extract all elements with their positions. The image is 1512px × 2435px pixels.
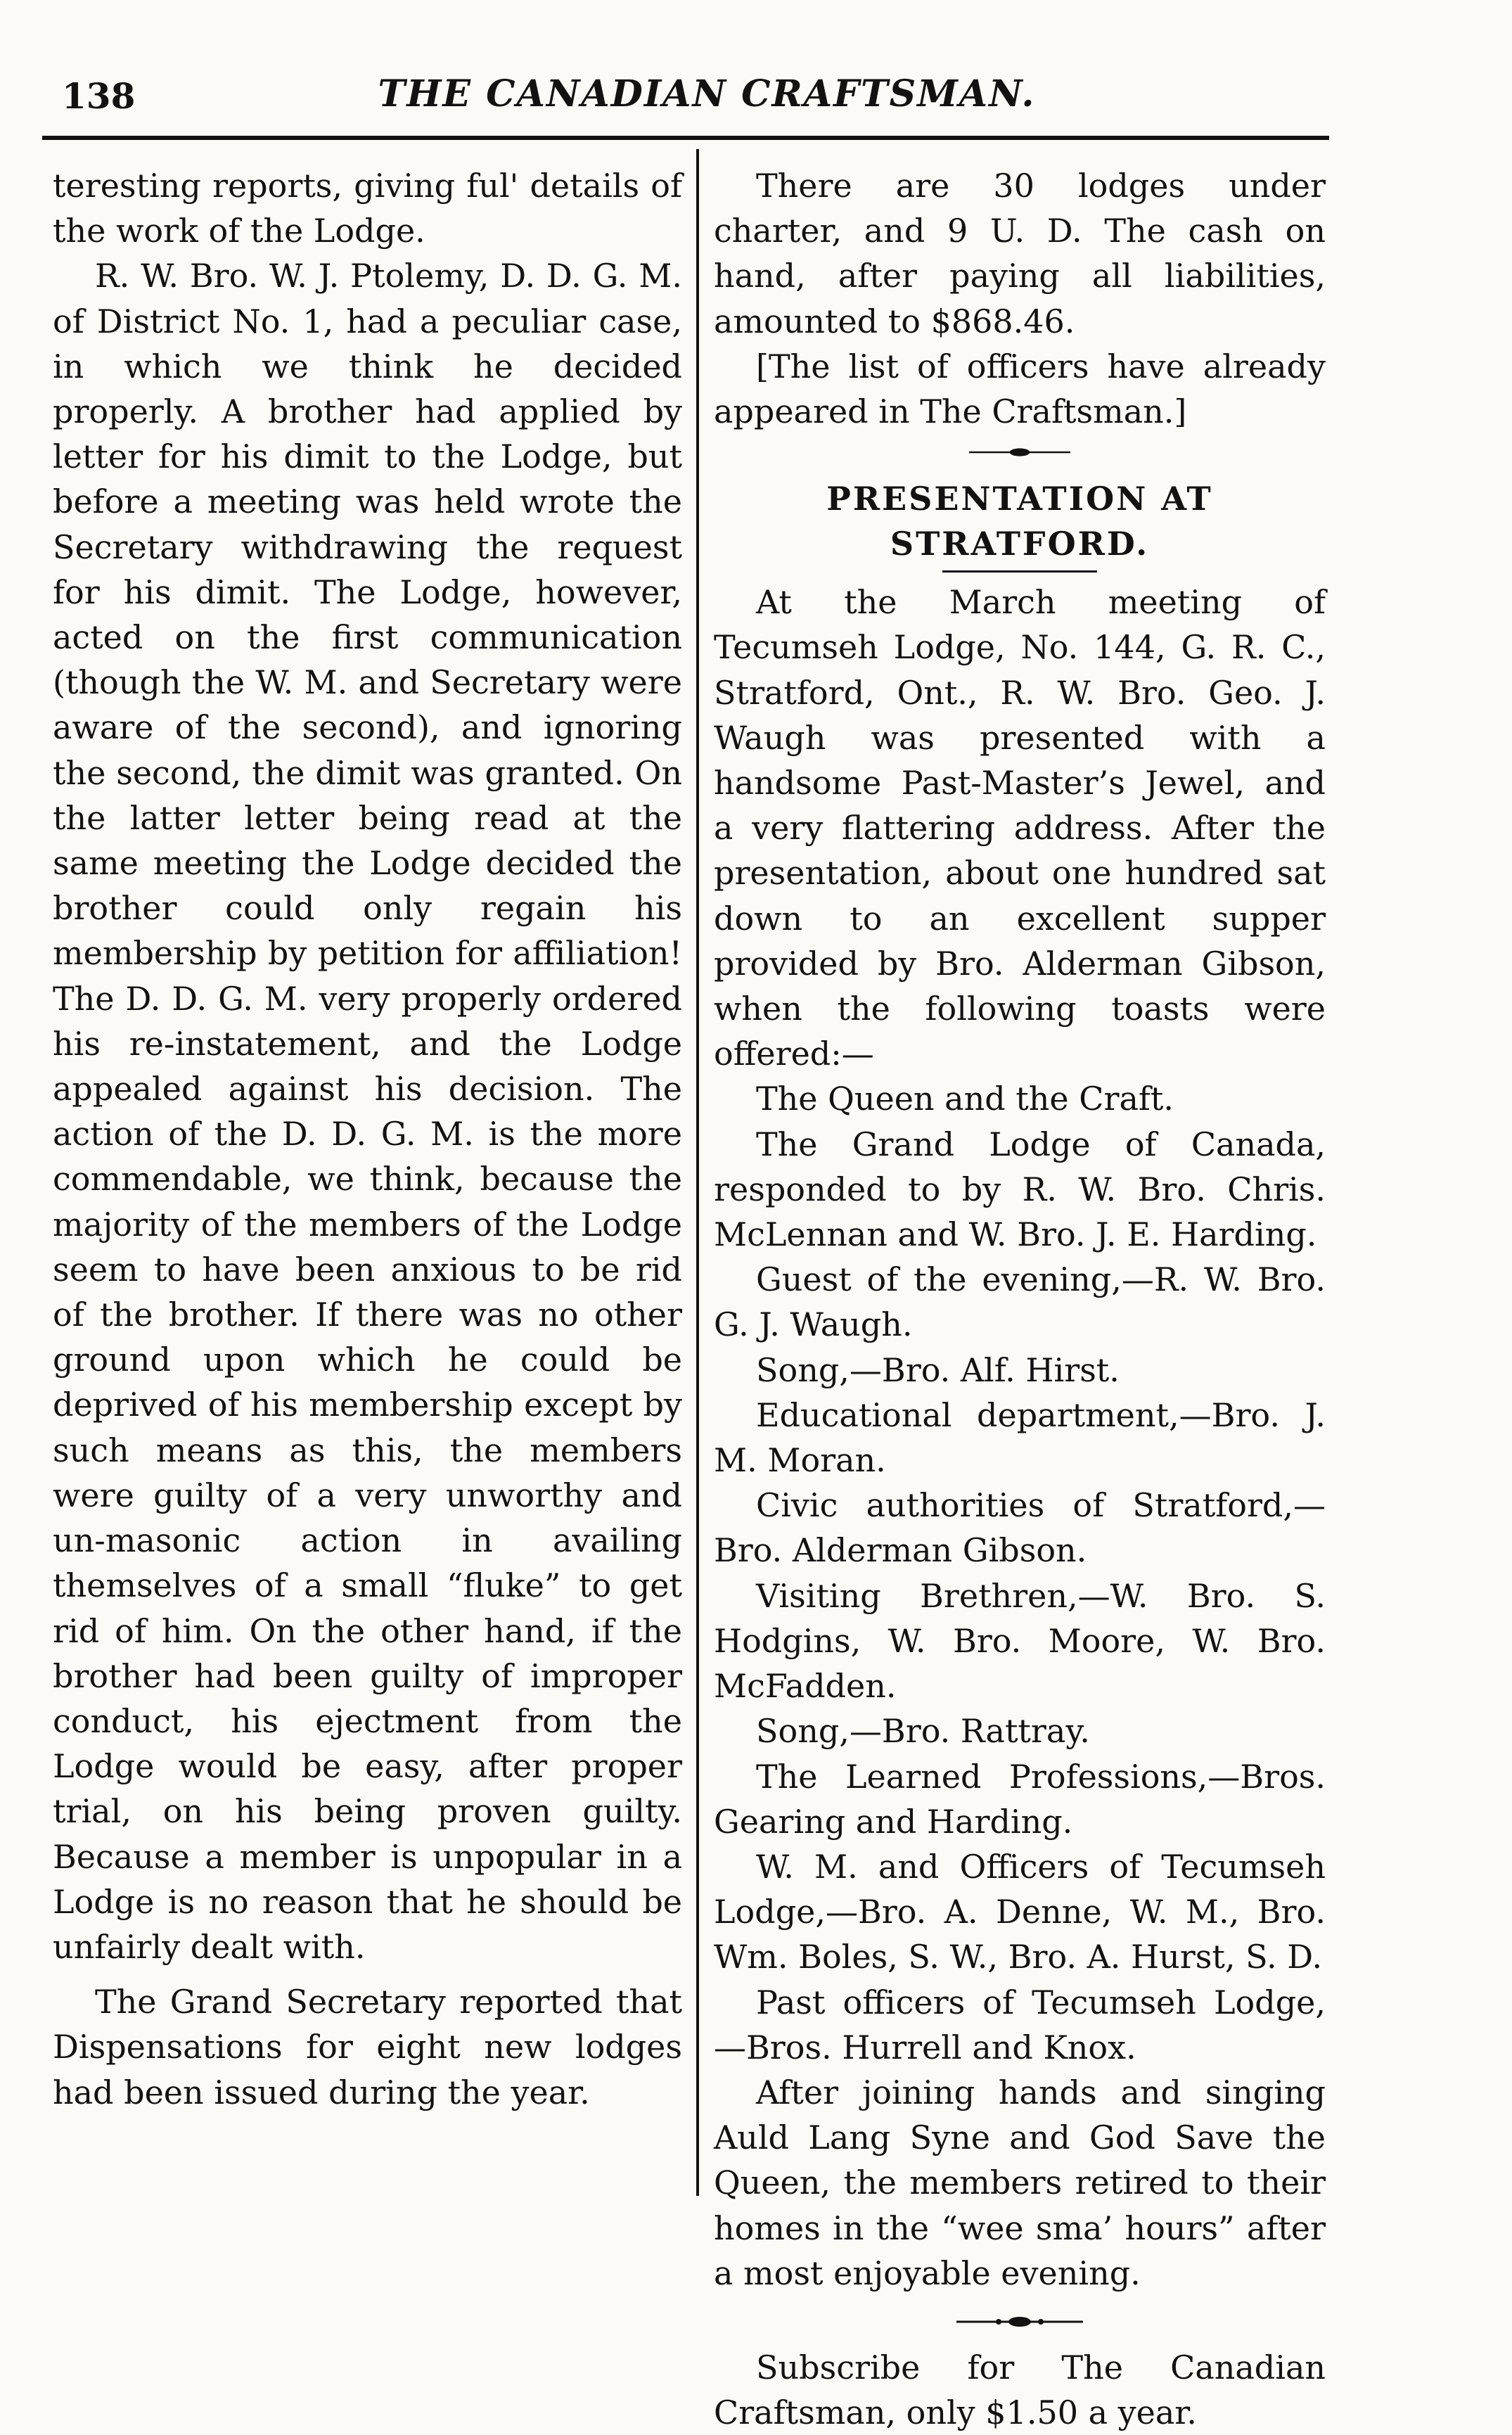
list-item: The Queen and the Craft.	[756, 1080, 1174, 1118]
running-title: THE CANADIAN CRAFTSMAN.	[378, 72, 1036, 115]
list-item: Song,—Bro. Alf. Hirst.	[756, 1350, 1120, 1389]
ornament-divider	[949, 2311, 1090, 2332]
ornament-divider	[949, 444, 1090, 461]
list-item: W. M. and Officers of Tecumseh Lodge,—Bro. A. Denne, W. M., Bro. Wm. Boles, S. W., Bro. A. Hurst, S. D.	[714, 1847, 1326, 1976]
left-column	[53, 163, 682, 2115]
list-item: Civic authorities of Stratford,—Bro. Alderman Gibson.	[714, 1486, 1326, 1570]
section-title: PRESENTATION AT STRATFORD.	[826, 480, 1213, 563]
toast-list	[714, 1076, 1326, 2069]
paragraph: R. W. Bro. W. J. Ptolemy, D. D. G. M. of District No. 1, had a peculiar case, in which we think he decided properly. A brother had applied by letter for his dimit to the Lodge, but before a meeting was held wrote the Secretary withdrawing the request for his dimit. The Lodge, however, acted on the first communication (though the W. M. and Secretary were aware of the second), and ignoring the second, the dimit was granted. On the latter letter being read at the same meeting the Lodge decided the brother could only regain his membership by petition for affiliation! The D. D. G. M. very properly ordered his re-instatement, and the Lodge appealed against his decision. The action of the D. D. G. M. is the more commendable, we think, because the majority of the members of the Lodge seem to have been anxious to be rid of the brother. If there was no other ground upon which he could be deprived of his membership except by such means as this, the members were guilty of a very unworthy and un-masonic action in availing themselves of a small “fluke” to get rid of him. On the other hand, if the brother had been guilty of improper conduct, his ejectment from the Lodge would be easy, after proper trial, on his being proven guilty. Because a member is unpopular in a Lodge is no reason that he should be unfairly dealt with.	[53, 257, 682, 1966]
paragraph: At the March meeting of Tecumseh Lodge, No. 144, G. R. C., Stratford, Ont., R. W. Bro. Geo. J. Waugh was presented with a handsome Past-Master’s Jewel, and a very flattering address. After the presentation, about one hundred sat down to an excellent supper provided by Bro. Alderman Gibson, when the following toasts were offered:—	[714, 583, 1326, 1073]
paragraph: teresting reports, giving ful' details of the work of the Lodge.	[53, 167, 682, 250]
right-column	[714, 163, 1326, 2435]
list-item: Educational department,—Bro. J. M. Moran.	[714, 1395, 1326, 1480]
subscribe-notice: Subscribe for The Canadian Craftsman, only $1.50 a year.	[714, 2348, 1326, 2432]
list-item: The Grand Lodge of Canada, responded to by R. W. Bro. Chris. McLennan and W. Bro. J. E. Harding.	[714, 1125, 1326, 1254]
list-item: The Learned Professions,—Bros. Gearing and Harding.	[714, 1757, 1326, 1841]
page-header	[42, 67, 1329, 123]
paragraph: After joining hands and singing Auld Lang Syne and God Save the Queen, the members retired to their homes in the “wee sma’ hours” after a most enjoyable evening.	[714, 2073, 1326, 2292]
paragraph: The Grand Secretary reported that Dispensations for eight new lodges had been issued during the year.	[53, 1983, 682, 2111]
paragraph: [The list of officers have already appeared in The Craftsman.]	[714, 347, 1326, 431]
column-divider	[696, 149, 699, 2196]
header-rule	[42, 136, 1329, 140]
section-rule	[942, 570, 1097, 573]
list-item: Song,—Bro. Rattray.	[756, 1712, 1090, 1751]
list-item: Past officers of Tecumseh Lodge,—Bros. Hurrell and Knox.	[714, 1983, 1326, 2066]
list-item: Visiting Brethren,—W. Bro. S. Hodgins, W. Bro. Moore, W. Bro. McFadden.	[714, 1576, 1326, 1706]
page-number: 138	[62, 75, 136, 117]
list-item: Guest of the evening,—R. W. Bro. G. J. Waugh.	[714, 1260, 1326, 1344]
paragraph: There are 30 lodges under charter, and 9 U. D. The cash on hand, after paying all liabilities, amounted to $868.46.	[714, 167, 1326, 340]
